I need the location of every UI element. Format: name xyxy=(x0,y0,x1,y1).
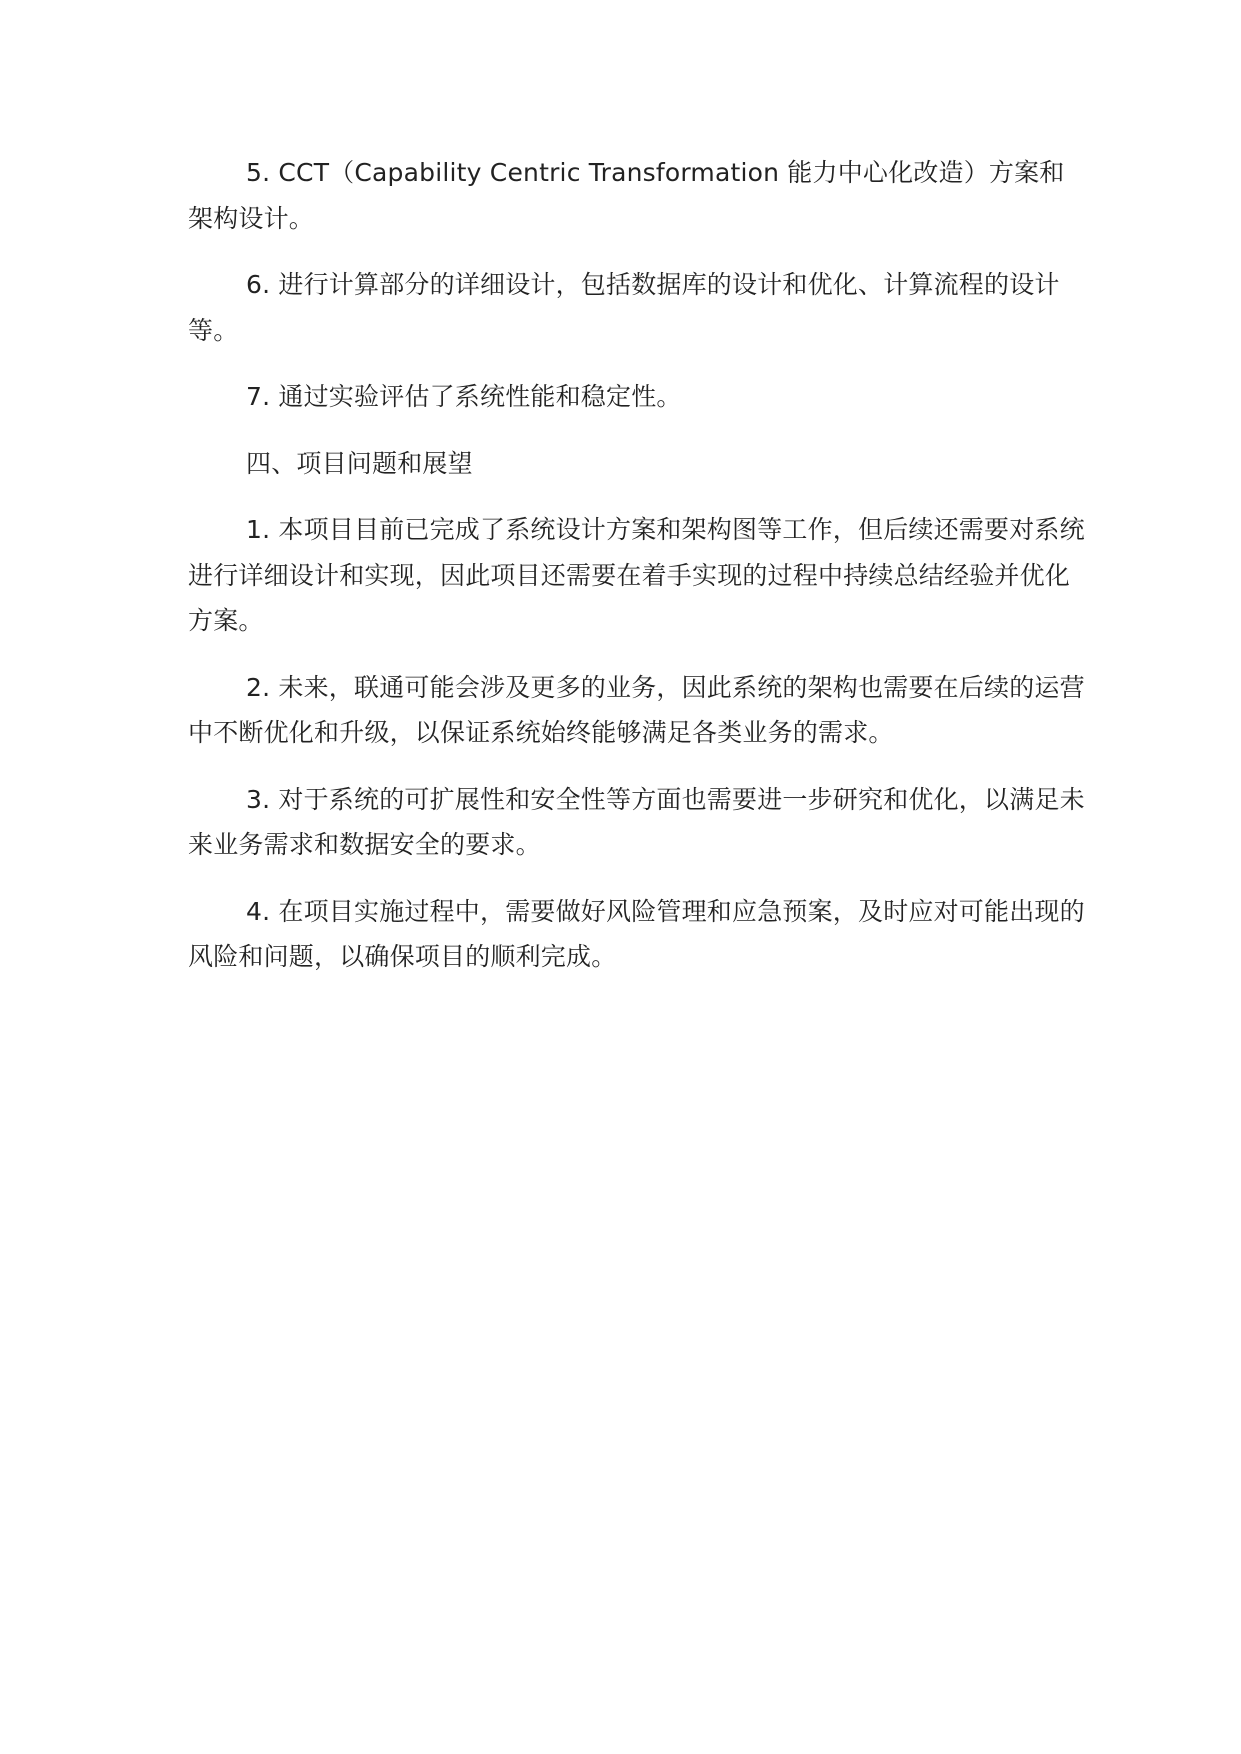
paragraph-issue-1: 1. 本项目目前已完成了系统设计方案和架构图等工作，但后续还需要对系统进行详细设计和实现，因此项目还需要在着手实现的过程中持续总结经验并优化方案。 xyxy=(188,515,1085,635)
paragraph-issue-2: 2. 未来，联通可能会涉及更多的业务，因此系统的架构也需要在后续的运营中不断优化和升级，以保证系统始终能够满足各类业务的需求。 xyxy=(188,672,1085,747)
document-body xyxy=(188,150,1088,1001)
paragraph-item-5-cct: 5. CCT（Capability Centric Transformation 能力中心化改造）方案和架构设计。 xyxy=(188,158,1065,233)
section-heading-issues-outlook: 四、项目问题和展望 xyxy=(246,448,473,478)
paragraph-issue-3: 3. 对于系统的可扩展性和安全性等方面也需要进一步研究和优化，以满足未来业务需求和数据安全的要求。 xyxy=(188,784,1085,859)
paragraph-item-7-evaluation: 7. 通过实验评估了系统性能和稳定性。 xyxy=(246,382,682,411)
paragraph-item-6-detailed-design: 6. 进行计算部分的详细设计，包括数据库的设计和优化、计算流程的设计等。 xyxy=(188,270,1060,345)
paragraph-issue-4: 4. 在项目实施过程中，需要做好风险管理和应急预案，及时应对可能出现的风险和问题，以确保项目的顺利完成。 xyxy=(188,896,1085,971)
